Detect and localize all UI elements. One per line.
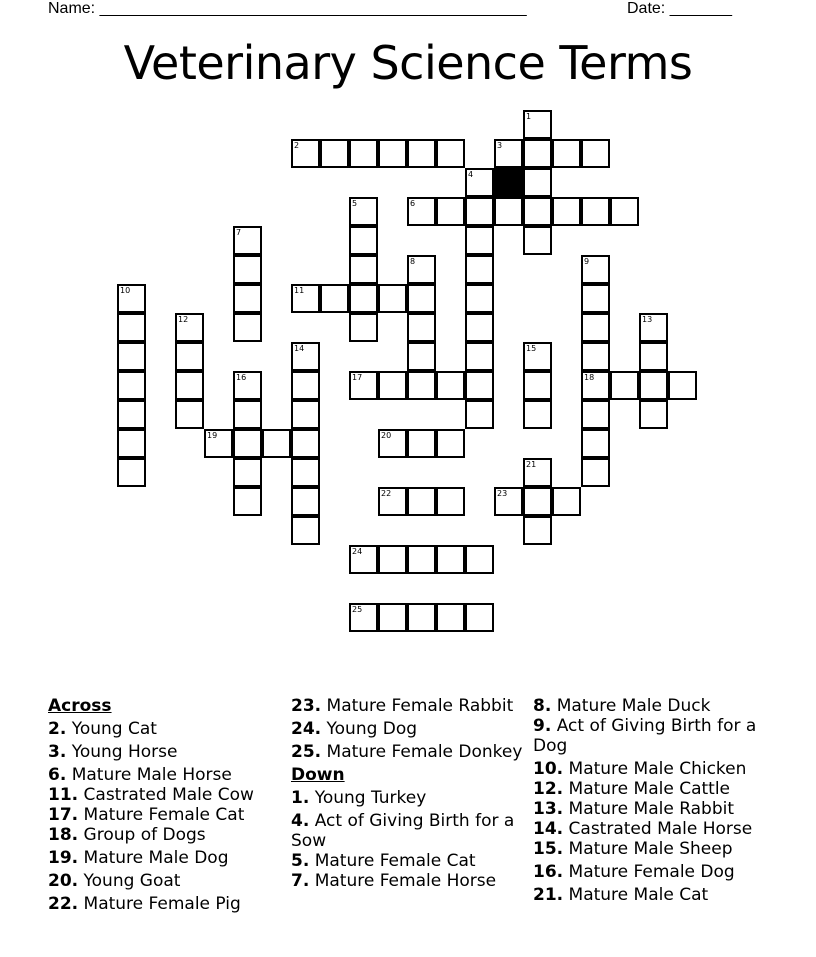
grid-cell[interactable] xyxy=(233,458,262,487)
clue-item xyxy=(48,871,288,891)
clue-item xyxy=(291,851,527,871)
grid-cell[interactable] xyxy=(523,197,552,226)
cell-number: 17 xyxy=(352,373,363,382)
clue-text: Young Goat xyxy=(83,871,181,891)
grid-cell[interactable] xyxy=(349,139,378,168)
clue-text: Mature Female Rabbit xyxy=(326,696,514,716)
grid-cell[interactable] xyxy=(320,139,349,168)
grid-cell[interactable] xyxy=(349,371,378,400)
clue-text: Mature Female Pig xyxy=(83,894,241,914)
clue-text: Mature Male Cattle xyxy=(568,779,731,799)
grid-cell[interactable] xyxy=(291,516,320,545)
clue-number: 7. xyxy=(291,871,310,891)
clue-item xyxy=(291,811,527,851)
clue-number: 9. xyxy=(533,716,552,736)
grid-cell[interactable] xyxy=(523,110,552,139)
clue-number: 11. xyxy=(48,785,79,805)
name-field[interactable]: Name: ________________________________________________ xyxy=(48,0,527,17)
clue-item xyxy=(533,779,773,799)
clue-text: Mature Male Cat xyxy=(568,885,709,905)
grid-cell[interactable] xyxy=(117,429,146,458)
grid-cell[interactable] xyxy=(175,371,204,400)
grid-cell[interactable] xyxy=(233,487,262,516)
grid-cell[interactable] xyxy=(465,371,494,400)
grid-cell[interactable] xyxy=(291,371,320,400)
grid-cell[interactable] xyxy=(233,429,262,458)
grid-cell[interactable] xyxy=(581,139,610,168)
cell-number: 24 xyxy=(352,547,363,556)
grid-cell[interactable] xyxy=(349,284,378,313)
grid-cell[interactable] xyxy=(523,342,552,371)
grid-cell[interactable] xyxy=(291,342,320,371)
cell-number: 6 xyxy=(410,199,416,208)
clue-item xyxy=(533,799,773,819)
grid-cell[interactable] xyxy=(117,371,146,400)
grid-cell[interactable] xyxy=(407,429,436,458)
grid-cell[interactable] xyxy=(407,197,436,226)
grid-cell[interactable] xyxy=(523,458,552,487)
clue-column-2 xyxy=(291,696,527,891)
grid-cell[interactable] xyxy=(668,371,697,400)
grid-cell[interactable] xyxy=(233,226,262,255)
cell-number: 15 xyxy=(526,344,537,353)
cell-number: 10 xyxy=(120,286,131,295)
cell-number: 11 xyxy=(294,286,305,295)
grid-cell[interactable] xyxy=(610,371,639,400)
cell-number: 14 xyxy=(294,344,305,353)
grid-cell[interactable] xyxy=(407,313,436,342)
clue-item xyxy=(291,719,527,739)
grid-cell[interactable] xyxy=(436,487,465,516)
date-field[interactable]: Date: _______ xyxy=(627,0,732,17)
clue-number: 20. xyxy=(48,871,79,891)
clue-number: 10. xyxy=(533,759,564,779)
grid-cell[interactable] xyxy=(407,255,436,284)
cell-number: 3 xyxy=(497,141,503,150)
clue-text: Castrated Male Horse xyxy=(568,819,753,839)
clue-number: 24. xyxy=(291,719,322,739)
clue-number: 2. xyxy=(48,719,67,739)
grid-cell[interactable] xyxy=(465,197,494,226)
grid-cell[interactable] xyxy=(291,284,320,313)
grid-cell[interactable] xyxy=(581,400,610,429)
clue-item xyxy=(291,871,527,891)
grid-cell[interactable] xyxy=(581,342,610,371)
cell-number: 5 xyxy=(352,199,358,208)
cell-number: 7 xyxy=(236,228,242,237)
grid-cell[interactable] xyxy=(349,255,378,284)
clue-item xyxy=(48,742,288,762)
grid-cell[interactable] xyxy=(465,342,494,371)
grid-cell[interactable] xyxy=(117,284,146,313)
grid-cell[interactable] xyxy=(117,342,146,371)
grid-cell[interactable] xyxy=(378,139,407,168)
clue-text: Young Horse xyxy=(71,742,178,762)
grid-cell[interactable] xyxy=(320,284,349,313)
grid-cell[interactable] xyxy=(581,284,610,313)
grid-cell[interactable] xyxy=(436,139,465,168)
clue-text: Young Dog xyxy=(326,719,418,739)
clue-item xyxy=(48,825,288,845)
grid-cell[interactable] xyxy=(407,139,436,168)
grid-cell[interactable] xyxy=(233,400,262,429)
clue-number: 4. xyxy=(291,811,310,831)
clue-item xyxy=(48,805,288,825)
cell-number: 21 xyxy=(526,460,537,469)
clue-item xyxy=(533,885,773,905)
grid-cell[interactable] xyxy=(378,487,407,516)
clue-number: 22. xyxy=(48,894,79,914)
grid-cell[interactable] xyxy=(233,371,262,400)
grid-cell[interactable] xyxy=(349,197,378,226)
grid-cell[interactable] xyxy=(465,226,494,255)
grid-cell[interactable] xyxy=(494,487,523,516)
grid-cell[interactable] xyxy=(117,400,146,429)
grid-cell[interactable] xyxy=(465,545,494,574)
clue-item xyxy=(533,819,773,839)
grid-cell[interactable] xyxy=(407,342,436,371)
clue-item xyxy=(48,719,288,739)
clue-text: Group of Dogs xyxy=(83,825,206,845)
clue-column-3 xyxy=(533,696,773,908)
grid-cell[interactable] xyxy=(407,545,436,574)
clue-number: 16. xyxy=(533,862,564,882)
grid-cell[interactable] xyxy=(552,487,581,516)
grid-cell[interactable] xyxy=(407,603,436,632)
clue-item xyxy=(48,785,288,805)
cell-number: 4 xyxy=(468,170,474,179)
grid-cell[interactable] xyxy=(175,400,204,429)
grid-cell[interactable] xyxy=(581,255,610,284)
grid-cell[interactable] xyxy=(581,313,610,342)
grid-cell[interactable] xyxy=(494,139,523,168)
page-title: Veterinary Science Terms xyxy=(123,36,693,90)
grid-cell[interactable] xyxy=(523,168,552,197)
clue-item xyxy=(533,839,773,859)
grid-cell[interactable] xyxy=(204,429,233,458)
grid-cell[interactable] xyxy=(407,284,436,313)
grid-cell[interactable] xyxy=(639,342,668,371)
clue-text: Mature Female Cat xyxy=(83,805,245,825)
grid-cell[interactable] xyxy=(407,487,436,516)
grid-cell[interactable] xyxy=(436,545,465,574)
cell-number: 18 xyxy=(584,373,595,382)
grid-cell[interactable] xyxy=(117,313,146,342)
grid-cell[interactable] xyxy=(291,400,320,429)
clue-item xyxy=(291,696,527,716)
clue-text: Mature Female Donkey xyxy=(326,742,523,762)
grid-cell[interactable] xyxy=(465,168,494,197)
grid-cell[interactable] xyxy=(581,197,610,226)
clue-text: Mature Male Chicken xyxy=(568,759,747,779)
clue-text: Act of Giving Birth for a Sow xyxy=(291,811,515,851)
grid-cell[interactable] xyxy=(175,313,204,342)
grid-cell[interactable] xyxy=(581,371,610,400)
clue-number: 17. xyxy=(48,805,79,825)
grid-cell[interactable] xyxy=(233,313,262,342)
cell-number: 20 xyxy=(381,431,392,440)
clue-number: 23. xyxy=(291,696,322,716)
cell-number: 1 xyxy=(526,112,532,121)
clue-item xyxy=(533,716,773,756)
cell-number: 25 xyxy=(352,605,363,614)
clue-number: 21. xyxy=(533,885,564,905)
clue-number: 1. xyxy=(291,788,310,808)
clue-text: Mature Female Dog xyxy=(568,862,735,882)
clue-number: 8. xyxy=(533,696,552,716)
clue-text: Young Turkey xyxy=(314,788,427,808)
clue-text: Mature Female Cat xyxy=(314,851,476,871)
grid-cell[interactable] xyxy=(233,255,262,284)
grid-cell[interactable] xyxy=(407,371,436,400)
grid-cell[interactable] xyxy=(349,603,378,632)
clue-text: Mature Male Horse xyxy=(71,765,232,785)
grid-cell[interactable] xyxy=(233,284,262,313)
cell-number: 8 xyxy=(410,257,416,266)
clue-number: 19. xyxy=(48,848,79,868)
grid-cell[interactable] xyxy=(639,400,668,429)
grid-cell[interactable] xyxy=(581,429,610,458)
clue-number: 18. xyxy=(48,825,79,845)
grid-cell[interactable] xyxy=(436,371,465,400)
grid-cell[interactable] xyxy=(291,487,320,516)
grid-cell[interactable] xyxy=(523,226,552,255)
grid-cell[interactable] xyxy=(465,603,494,632)
grid-cell[interactable] xyxy=(349,545,378,574)
grid-cell[interactable] xyxy=(291,429,320,458)
clue-item xyxy=(291,742,527,762)
grid-cell[interactable] xyxy=(465,255,494,284)
grid-cell[interactable] xyxy=(436,429,465,458)
grid-cell[interactable] xyxy=(523,487,552,516)
clue-text: Mature Male Duck xyxy=(556,696,711,716)
grid-cell[interactable] xyxy=(291,458,320,487)
clue-number: 15. xyxy=(533,839,564,859)
clue-item xyxy=(533,696,773,716)
grid-cell[interactable] xyxy=(552,197,581,226)
clue-item xyxy=(533,862,773,882)
grid-cell[interactable] xyxy=(378,371,407,400)
clue-number: 5. xyxy=(291,851,310,871)
clue-text: Mature Male Rabbit xyxy=(568,799,735,819)
clue-item xyxy=(48,848,288,868)
grid-cell[interactable] xyxy=(523,139,552,168)
grid-cell[interactable] xyxy=(610,197,639,226)
grid-cell[interactable] xyxy=(436,603,465,632)
clue-text: Castrated Male Cow xyxy=(83,785,254,805)
grid-cell[interactable] xyxy=(465,400,494,429)
clue-item xyxy=(48,894,288,914)
clue-number: 13. xyxy=(533,799,564,819)
clue-column-1 xyxy=(48,696,288,917)
cell-number: 23 xyxy=(497,489,508,498)
clue-number: 25. xyxy=(291,742,322,762)
clue-number: 12. xyxy=(533,779,564,799)
cell-number: 9 xyxy=(584,257,590,266)
grid-cell[interactable] xyxy=(465,284,494,313)
cell-number: 12 xyxy=(178,315,189,324)
grid-cell[interactable] xyxy=(378,284,407,313)
grid-cell[interactable] xyxy=(639,313,668,342)
grid-cell[interactable] xyxy=(378,545,407,574)
grid-cell[interactable] xyxy=(523,516,552,545)
grid-cell[interactable] xyxy=(581,458,610,487)
across-heading: Across xyxy=(48,696,112,716)
grid-cell[interactable] xyxy=(349,226,378,255)
clue-item xyxy=(48,765,288,785)
grid-cell[interactable] xyxy=(117,458,146,487)
cell-number: 16 xyxy=(236,373,247,382)
clue-number: 14. xyxy=(533,819,564,839)
clue-number: 6. xyxy=(48,765,67,785)
grid-cell[interactable] xyxy=(378,429,407,458)
clue-item xyxy=(533,759,773,779)
cell-number: 2 xyxy=(294,141,300,150)
cell-number: 13 xyxy=(642,315,653,324)
down-heading: Down xyxy=(291,765,345,785)
clue-number: 3. xyxy=(48,742,67,762)
grid-cell[interactable] xyxy=(523,371,552,400)
grid-cell[interactable] xyxy=(552,139,581,168)
cell-number: 19 xyxy=(207,431,218,440)
grid-cell[interactable] xyxy=(436,197,465,226)
grid-cell[interactable] xyxy=(639,371,668,400)
grid-cell[interactable] xyxy=(349,313,378,342)
grid-cell[interactable] xyxy=(523,400,552,429)
grid-cell[interactable] xyxy=(262,429,291,458)
cell-number: 22 xyxy=(381,489,392,498)
blocked-cell xyxy=(494,168,523,197)
grid-cell[interactable] xyxy=(494,197,523,226)
clue-text: Mature Male Sheep xyxy=(568,839,733,859)
clue-text: Mature Male Dog xyxy=(83,848,229,868)
grid-cell[interactable] xyxy=(291,139,320,168)
clue-item xyxy=(291,788,527,808)
clue-text: Mature Female Horse xyxy=(314,871,497,891)
clue-text: Act of Giving Birth for a Dog xyxy=(533,716,757,756)
clue-text: Young Cat xyxy=(71,719,157,739)
grid-cell[interactable] xyxy=(378,603,407,632)
grid-cell[interactable] xyxy=(175,342,204,371)
grid-cell[interactable] xyxy=(465,313,494,342)
